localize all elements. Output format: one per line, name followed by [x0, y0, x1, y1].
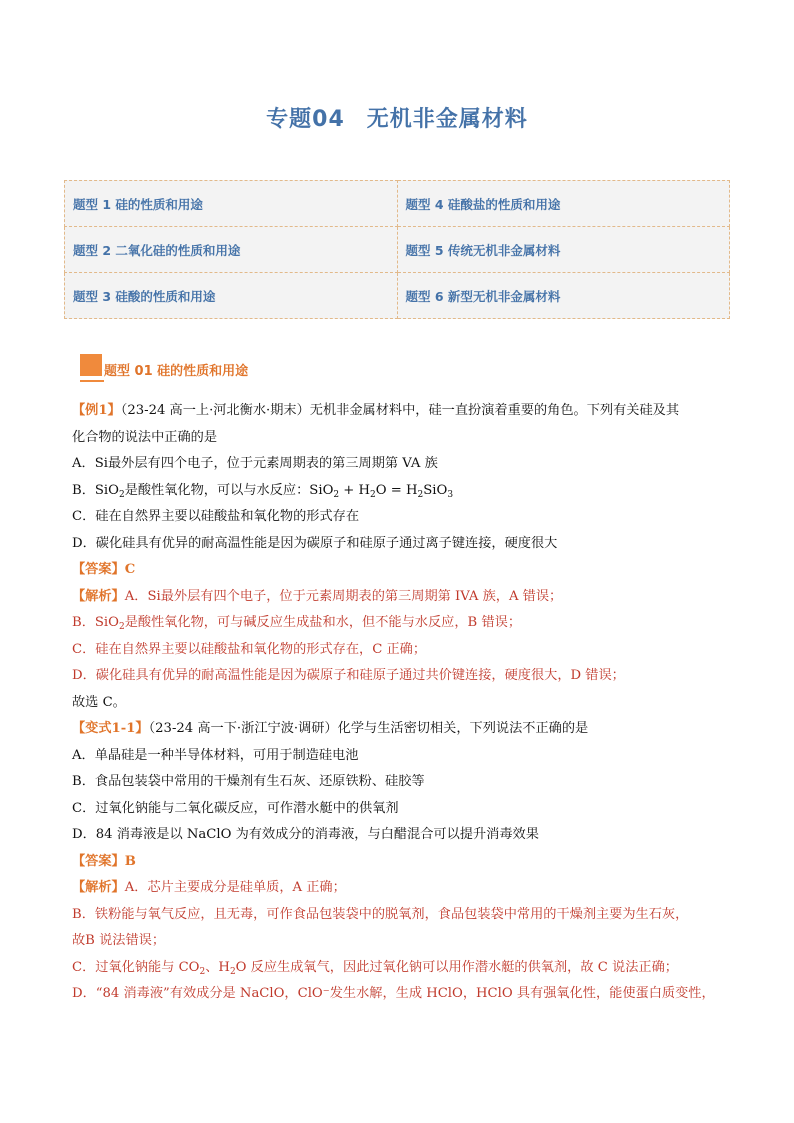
variant-1-stem-text: （23-24 高一下·浙江宁波·调研）化学与生活密切相关，下列说法不正确的是 [148, 721, 589, 736]
toc-item-6[interactable]: 题型 6 新型无机非金属材料 [397, 273, 730, 319]
variant-1-option-d: D．84 消毒液是以 NaClO 为有效成分的消毒液，与白醋混合可以提升消毒效果 [72, 827, 539, 842]
answer-value: C [124, 562, 136, 577]
page-title [0, 102, 794, 133]
example-1-stem-line-1 [72, 398, 734, 425]
section-underline [80, 380, 104, 382]
toc-item-2[interactable]: 题型 2 二氧化硅的性质和用途 [65, 227, 398, 273]
example-1-option-c: C．硅在自然界主要以硅酸盐和氧化物的形式存在 [72, 509, 360, 524]
option-b-part: B．SiO [72, 482, 119, 498]
analysis-text: 是酸性氧化物，可与碱反应生成盐和水，但不能与水反应，B 错误； [124, 615, 522, 630]
example-1-option-d: D．碳化硅具有优异的耐高温性能是因为碳原子和硅原子通过离子键连接，硬度很大 [72, 535, 558, 551]
variant-1-analysis-a [72, 875, 734, 902]
example-1-conclusion: 故选 C。 [72, 694, 126, 710]
variant-1-analysis-c [72, 955, 734, 982]
toc-item-5[interactable]: 题型 5 传统无机非金属材料 [397, 227, 730, 273]
topic-table [64, 180, 730, 319]
toc-item-3[interactable]: 题型 3 硅酸的性质和用途 [65, 273, 398, 319]
analysis-tag: 【解析】 [72, 588, 125, 604]
example-1-stem-line-2: 化合物的说法中正确的是 [72, 429, 218, 445]
analysis-text: B．SiO [72, 615, 119, 630]
subscript: 3 [447, 489, 454, 500]
analysis-text: 、H [205, 959, 230, 975]
toc-item-1[interactable]: 题型 1 硅的性质和用途 [65, 181, 398, 227]
subscript: 2 [199, 966, 206, 977]
example-1-option-b [72, 478, 734, 505]
section-label: 题型 01 硅的性质和用途 [104, 364, 249, 379]
example-1-analysis-a [72, 584, 734, 611]
title-topic-number: 专题04 [266, 107, 345, 132]
analysis-text: A．芯片主要成分是硅单质，A 正确； [124, 880, 346, 895]
analysis-text: C．过氧化钠能与 CO [72, 959, 200, 975]
example-1-option-a: A．Si最外层有四个电子，位于元素周期表的第三周期第 VA 族 [72, 456, 438, 471]
example-1-stem: （23-24 高一上·河北衡水·期末）无机非金属材料中，硅一直扮演着重要的角色。下列有关硅及其 [120, 403, 680, 418]
subscript: 2 [229, 966, 236, 977]
variant-1-analysis-b-cont: 故B 说法错误； [72, 933, 166, 948]
example-1-analysis-b [72, 610, 734, 637]
variant-1-analysis-b: B．铁粉能与氧气反应，且无毒，可作食品包装袋中的脱氧剂，食品包装袋中常用的干燥剂主要为生石灰， [72, 906, 689, 922]
variant-1-option-a: A．单晶硅是一种半导体材料，可用于制造硅电池 [72, 747, 359, 763]
option-b-part: O = H [375, 482, 418, 498]
variant-1-analysis-d: D．“84 消毒液”有效成分是 NaClO，ClO⁻发生水解，生成 HClO，HClO 具有强氧化性，能使蛋白质变性， [72, 986, 715, 1001]
variant-1-option-b: B．食品包装袋中常用的干燥剂有生石灰、还原铁粉、硅胶等 [72, 774, 425, 789]
subscript: 2 [370, 489, 376, 500]
variant-1-stem [72, 716, 734, 743]
analysis-text: O 反应生成氧气，因此过氧化钠可以用作潜水艇的供氧剂，故 C 说法正确； [235, 959, 678, 975]
subscript: 2 [118, 489, 125, 500]
subscript: 2 [333, 489, 340, 500]
option-b-part: 是酸性氧化物，可以与水反应：SiO [124, 482, 334, 498]
answer-tag: 【答案】 [72, 853, 125, 869]
example-1-tag: 【例1】 [72, 403, 121, 418]
variant-1-tag: 【变式1-1】 [72, 721, 149, 736]
toc-item-4[interactable]: 题型 4 硅酸盐的性质和用途 [397, 181, 730, 227]
question-body [72, 398, 734, 1008]
answer-tag: 【答案】 [72, 562, 125, 577]
example-1-answer [72, 557, 734, 584]
example-1-analysis-c: C．硅在自然界主要以硅酸盐和氧化物的形式存在，C 正确； [72, 641, 427, 657]
subscript: 2 [417, 489, 424, 500]
option-b-part: + H [339, 482, 371, 498]
section-marker-icon [80, 354, 102, 376]
variant-1-option-c: C．过氧化钠能与二氧化碳反应，可作潜水艇中的供氧剂 [72, 800, 399, 816]
analysis-tag: 【解析】 [72, 880, 125, 895]
example-1-analysis-d: D．碳化硅具有优异的耐高温性能是因为碳原子和硅原子通过共价键连接，硬度很大，D 错误； [72, 668, 625, 683]
subscript: 2 [118, 622, 125, 632]
answer-value: B [124, 853, 136, 869]
variant-1-answer [72, 849, 734, 876]
option-b-part: SiO [423, 482, 448, 498]
title-topic-name: 无机非金属材料 [366, 107, 528, 132]
analysis-text: A．Si最外层有四个电子，位于元素周期表的第三周期第 IVA 族，A 错误； [124, 588, 563, 604]
